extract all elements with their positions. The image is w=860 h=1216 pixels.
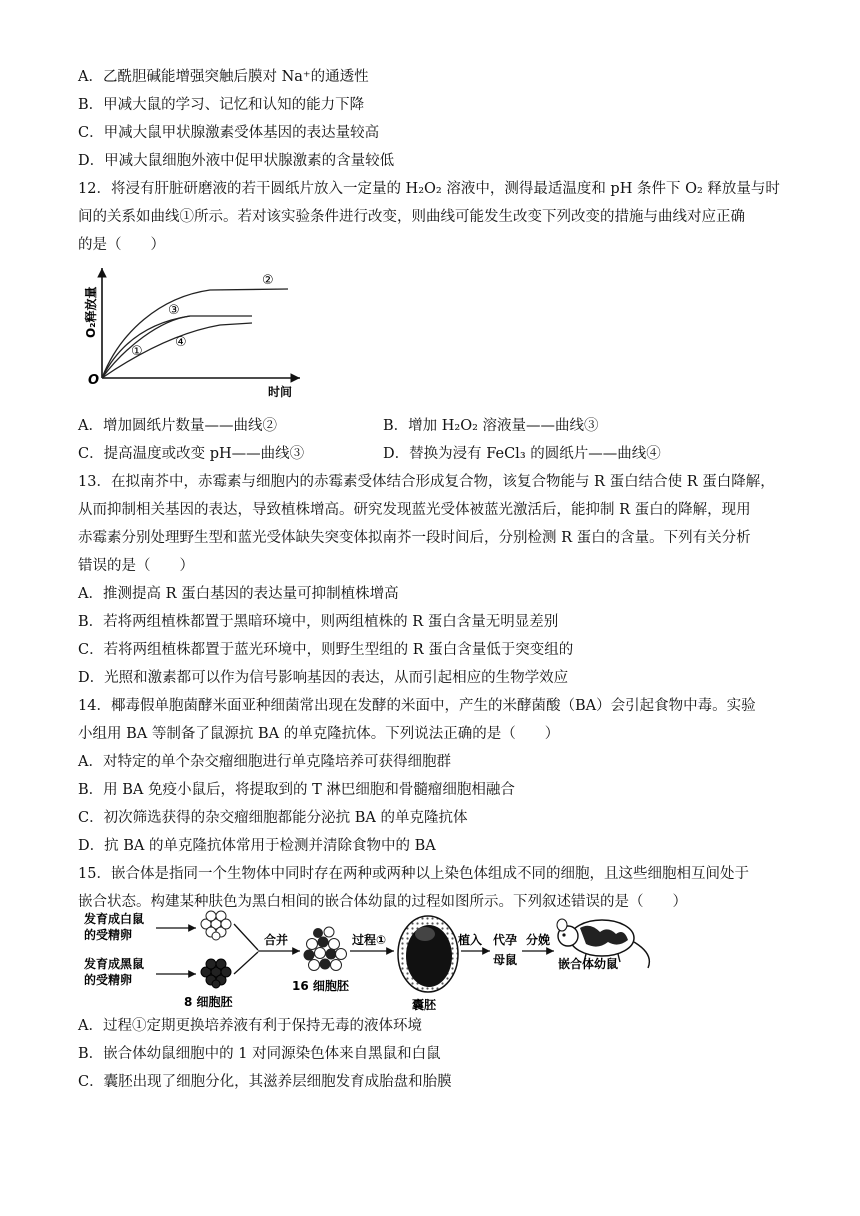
q15-implant-label: 植入 bbox=[458, 933, 483, 947]
q15-eight-cell-label: 8 细胞胚 bbox=[184, 995, 233, 1009]
q14-option-b: B．用 BA 免疫小鼠后，将提取到的 T 淋巴细胞和骨髓瘤细胞相融合 bbox=[78, 782, 515, 798]
q13-stem-line-2: 从而抑制相关基因的表达，导致植株增高。研究发现蓝光受体被蓝光激活后，能抑制 R 蛋白的降解，现用 bbox=[78, 502, 751, 518]
q14-option-d: D．抗 BA 的单克隆抗体常用于检测并清除食物中的 BA bbox=[78, 838, 436, 854]
q15-surrogate-label-1: 代孕 bbox=[493, 933, 518, 947]
q12-option-b: B．增加 H₂O₂ 溶液量——曲线③ bbox=[383, 418, 599, 434]
q11-option-b: B．甲减大鼠的学习、记忆和认知的能力下降 bbox=[78, 97, 365, 113]
q15-chimera-label: 嵌合体幼鼠 bbox=[558, 957, 619, 971]
q15-option-b: B．嵌合体幼鼠细胞中的 1 对同源染色体来自黑鼠和白鼠 bbox=[78, 1046, 441, 1062]
q15-white-embryo bbox=[201, 911, 231, 940]
q12-option-c: C．提高温度或改变 pH——曲线③ bbox=[78, 446, 305, 462]
q12-y-label: O₂释放量 bbox=[84, 286, 98, 338]
q13-option-a: A．推测提高 R 蛋白基因的表达量可抑制植株增高 bbox=[78, 586, 399, 602]
q13-option-d: D．光照和激素都可以作为信号影响基因的表达，从而引起相应的生物学效应 bbox=[78, 670, 569, 686]
q13-option-c: C．若将两组植株都置于蓝光环境中，则野生型组的 R 蛋白含量低于突变组的 bbox=[78, 642, 574, 658]
q15-chimera-figure bbox=[80, 906, 670, 1014]
q12-x-label: 时间 bbox=[268, 385, 293, 399]
q11-option-d: D．甲减大鼠细胞外液中促甲状腺激素的含量较低 bbox=[78, 153, 395, 169]
q12-option-a: A．增加圆纸片数量——曲线② bbox=[78, 418, 277, 434]
q15-stem-line-1: 15．嵌合体是指同一个生物体中同时存在两种或两种以上染色体组成不同的细胞，且这些细胞相互间处于 bbox=[78, 866, 749, 882]
q15-process-label: 过程① bbox=[352, 933, 387, 947]
q15-merge-arrow-bottom bbox=[234, 952, 258, 974]
q12-origin-label: O bbox=[88, 373, 100, 388]
q12-curve-label-4: ④ bbox=[175, 335, 187, 350]
q12-stem-line-2: 间的关系如曲线①所示。若对该实验条件进行改变，则曲线可能发生改变下列改变的措施与曲线对应正确 bbox=[78, 209, 745, 225]
q11-option-c: C．甲减大鼠甲状腺激素受体基因的表达量较高 bbox=[78, 125, 380, 141]
q12-curve-label-1: ① bbox=[131, 344, 143, 359]
q15-merge-arrow-top bbox=[234, 924, 258, 950]
q14-option-a: A．对特定的单个杂交瘤细胞进行单克隆培养可获得细胞群 bbox=[78, 754, 451, 770]
q15-birth-label: 分娩 bbox=[526, 933, 551, 947]
q15-option-a: A．过程①定期更换培养液有利于保持无毒的液体环境 bbox=[78, 1018, 422, 1034]
q15-option-c: C．囊胚出现了细胞分化，其滋养层细胞发育成胎盘和胎膜 bbox=[78, 1074, 452, 1090]
q12-option-d: D．替换为浸有 FeCl₃ 的圆纸片——曲线④ bbox=[383, 446, 661, 462]
q13-option-b: B．若将两组植株都置于黑暗环境中，则两组植株的 R 蛋白含量无明显差别 bbox=[78, 614, 559, 630]
q14-option-c: C．初次筛选获得的杂交瘤细胞都能分泌抗 BA 的单克隆抗体 bbox=[78, 810, 468, 826]
q12-curve-label-2: ② bbox=[262, 273, 274, 288]
q12-stem-line-3: 的是（ ） bbox=[78, 237, 165, 253]
q15-white-egg-label-1: 发育成白鼠 bbox=[84, 912, 145, 926]
q12-curve-label-3: ③ bbox=[168, 303, 180, 318]
q15-stem-line-2: 嵌合状态。构建某种肤色为黑白相间的嵌合体幼鼠的过程如图所示。下列叙述错误的是（ ） bbox=[78, 894, 687, 910]
q12-curve-4 bbox=[102, 323, 252, 378]
q15-blastocyst bbox=[398, 916, 458, 992]
q15-blastocyst-label: 囊胚 bbox=[412, 998, 437, 1012]
q15-black-embryo bbox=[201, 959, 231, 988]
q13-stem-line-3: 赤霉素分别处理野生型和蓝光受体缺失突变体拟南芥一段时间后，分别检测 R 蛋白的含量。下列有关分析 bbox=[78, 530, 751, 546]
q12-curve-2 bbox=[102, 289, 288, 378]
q12-stem-line-1: 12．将浸有肝脏研磨液的若干圆纸片放入一定量的 H₂O₂ 溶液中，测得最适温度和 pH 条件下 O₂ 释放量与时 bbox=[78, 181, 780, 197]
q15-white-egg-label-2: 的受精卵 bbox=[84, 928, 133, 942]
q15-black-egg-label-2: 的受精卵 bbox=[84, 973, 133, 987]
q11-option-a: A．乙酰胆碱能增强突触后膜对 Na⁺的通透性 bbox=[78, 69, 369, 85]
q13-stem-line-4: 错误的是（ ） bbox=[78, 558, 194, 574]
q15-black-egg-label-1: 发育成黑鼠 bbox=[84, 957, 145, 971]
q14-stem-line-2: 小组用 BA 等制备了鼠源抗 BA 的单克隆抗体。下列说法正确的是（ ） bbox=[78, 726, 560, 742]
q15-sixteen-cell-embryo bbox=[304, 927, 347, 971]
q15-surrogate-label-2: 母鼠 bbox=[493, 953, 518, 967]
q13-stem-line-1: 13．在拟南芥中，赤霉素与细胞内的赤霉素受体结合形成复合物，该复合物能与 R 蛋白结合使 R 蛋白降解， bbox=[78, 474, 775, 490]
q14-stem-line-1: 14．椰毒假单胞菌酵米面亚种细菌常出现在发酵的米面中，产生的米酵菌酸（BA）会引起食物中毒。实验 bbox=[78, 698, 756, 714]
q15-merge-label: 合并 bbox=[264, 933, 289, 947]
q15-sixteen-cell-label: 16 细胞胚 bbox=[292, 979, 349, 993]
q12-curve-figure bbox=[80, 262, 310, 404]
